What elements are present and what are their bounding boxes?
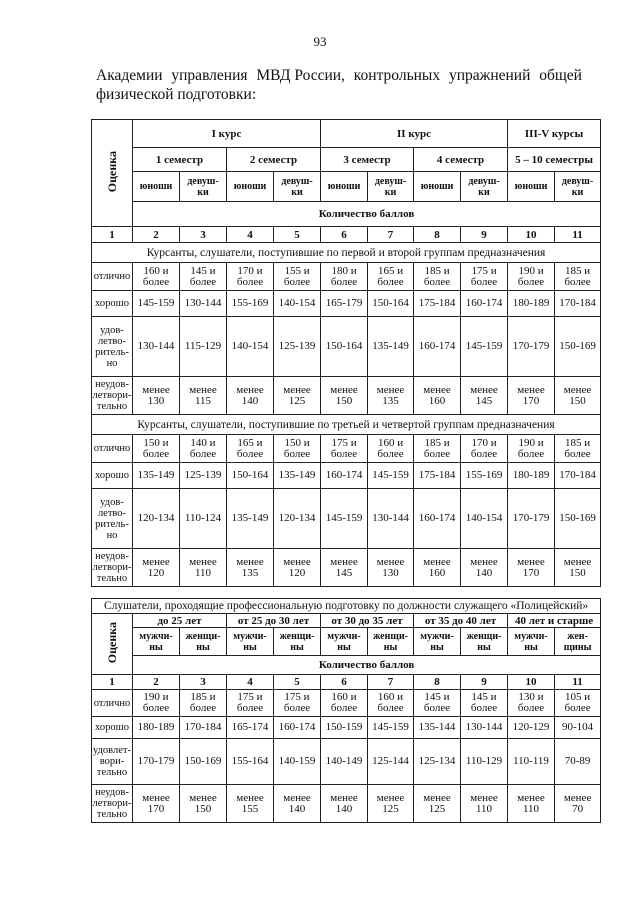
points-cell: менее 160	[414, 377, 461, 415]
gender-header: девуш- ки	[555, 172, 601, 202]
age-group-header: от 30 до 35 лет	[321, 614, 414, 628]
points-cell: 185 и более	[414, 263, 461, 291]
points-cell: 145-159	[368, 463, 414, 489]
points-cell: менее 130	[133, 377, 180, 415]
points-header: Количество баллов	[133, 202, 601, 227]
points-cell: менее 115	[180, 377, 227, 415]
points-cell: менее 110	[180, 549, 227, 587]
points-cell: 140-149	[321, 739, 368, 785]
grade-label: неудов- летвори- тельно	[92, 377, 133, 415]
column-number-row	[92, 675, 601, 690]
points-cell: 185 и более	[180, 690, 227, 717]
points-cell: 170-184	[555, 463, 601, 489]
gender-header: женщи- ны	[461, 628, 508, 656]
points-cell: менее 145	[321, 549, 368, 587]
points-cell: 155-169	[227, 291, 274, 317]
points-cell: 160-174	[414, 317, 461, 377]
points-cell: 130-144	[461, 717, 508, 739]
column-number: 4	[227, 227, 274, 243]
points-cell: 140-154	[461, 489, 508, 549]
points-cell: 150-159	[321, 717, 368, 739]
points-cell: 165 и более	[227, 435, 274, 463]
column-number: 7	[368, 227, 414, 243]
gender-header: мужчи- ны	[227, 628, 274, 656]
age-group-header-row	[92, 614, 601, 628]
points-cell: 130 и более	[508, 690, 555, 717]
points-cell: менее 170	[133, 785, 180, 823]
grade-column-header-text: Оценка	[105, 621, 119, 664]
points-cell: 135-144	[414, 717, 461, 739]
grade-label: отлично	[92, 690, 133, 717]
grade-label: неудов- летвори- тельно	[92, 549, 133, 587]
gender-header: мужчи- ны	[133, 628, 180, 656]
column-number: 6	[321, 675, 368, 690]
points-cell: 160 и более	[368, 435, 414, 463]
points-cell: 140-154	[227, 317, 274, 377]
points-cell: 185 и более	[414, 435, 461, 463]
points-cell: 120-134	[274, 489, 321, 549]
points-cell: 150-169	[555, 317, 601, 377]
age-group-header: 40 лет и старше	[508, 614, 601, 628]
column-number: 7	[368, 675, 414, 690]
points-cell: менее 170	[508, 549, 555, 587]
points-cell: менее 120	[274, 549, 321, 587]
points-cell: 125-144	[368, 739, 414, 785]
points-cell: 150 и более	[274, 435, 321, 463]
points-cell: 120-134	[133, 489, 180, 549]
points-cell: менее 145	[461, 377, 508, 415]
points-cell: 130-144	[133, 317, 180, 377]
gender-header: юноши	[414, 172, 461, 202]
section-title-row	[92, 243, 601, 263]
points-cell: 160-174	[461, 291, 508, 317]
heading-word: управления	[171, 67, 248, 84]
points-cell: 140 и более	[180, 435, 227, 463]
grade-row	[92, 377, 601, 415]
points-cell: 160-174	[274, 717, 321, 739]
points-cell: 170-179	[133, 739, 180, 785]
gender-header: юноши	[508, 172, 555, 202]
grade-row	[92, 489, 601, 549]
gender-header: мужчи- ны	[414, 628, 461, 656]
points-cell: 135-149	[368, 317, 414, 377]
points-cell: 70-89	[555, 739, 601, 785]
semester-header: 5 – 10 семестры	[508, 148, 601, 172]
points-cell: 150-164	[368, 291, 414, 317]
grade-row	[92, 739, 601, 785]
gender-header: девуш- ки	[461, 172, 508, 202]
points-cell: 180-189	[508, 291, 555, 317]
points-cell: 125-134	[414, 739, 461, 785]
column-number: 11	[555, 227, 601, 243]
points-header-row	[92, 656, 601, 675]
points-cell: 175 и более	[274, 690, 321, 717]
age-group-header: до 25 лет	[133, 614, 227, 628]
points-cell: 155-164	[227, 739, 274, 785]
points-cell: менее 140	[227, 377, 274, 415]
points-cell: 150-164	[227, 463, 274, 489]
age-group-header: от 35 до 40 лет	[414, 614, 508, 628]
grade-row	[92, 435, 601, 463]
column-number: 3	[180, 675, 227, 690]
gender-header: юноши	[133, 172, 180, 202]
section-title: Курсанты, слушатели, поступившие по третьей и четвертой группам предназначения	[92, 415, 601, 435]
grade-row	[92, 717, 601, 739]
page-number: 93	[313, 34, 327, 49]
column-number: 11	[555, 675, 601, 690]
points-cell: 140-159	[274, 739, 321, 785]
points-cell: 125-139	[274, 317, 321, 377]
heading-word: контрольных	[353, 67, 441, 84]
points-cell: менее 150	[555, 549, 601, 587]
grade-row	[92, 291, 601, 317]
points-cell: 185 и более	[555, 435, 601, 463]
points-cell: менее 135	[368, 377, 414, 415]
column-number: 6	[321, 227, 368, 243]
course-header-row	[92, 120, 601, 148]
course-header: I курс	[133, 120, 321, 148]
points-cell: 150-169	[180, 739, 227, 785]
age-group-header: от 25 до 30 лет	[227, 614, 321, 628]
points-cell: менее 150	[180, 785, 227, 823]
column-number: 1	[92, 227, 133, 243]
points-cell: 110-124	[180, 489, 227, 549]
column-number: 8	[414, 227, 461, 243]
points-cell: менее 150	[555, 377, 601, 415]
points-cell: 170-179	[508, 317, 555, 377]
points-cell: 145-159	[368, 717, 414, 739]
grade-column-header-text: Оценка	[105, 150, 119, 193]
table-title-row	[92, 599, 601, 614]
points-cell: 175 и более	[461, 263, 508, 291]
points-cell: 180-189	[133, 717, 180, 739]
points-cell: 155-169	[461, 463, 508, 489]
heading-word: МВД России,	[256, 67, 345, 84]
column-number: 9	[461, 675, 508, 690]
column-number: 2	[133, 675, 180, 690]
points-cell: 160 и более	[133, 263, 180, 291]
column-number: 5	[274, 675, 321, 690]
points-cell: 190 и более	[508, 263, 555, 291]
points-cell: 160 и более	[368, 690, 414, 717]
heading-line-2: физической подготовки:	[96, 86, 257, 103]
points-cell: 135-149	[227, 489, 274, 549]
grade-row	[92, 785, 601, 823]
column-number: 1	[92, 675, 133, 690]
grade-label: отлично	[92, 435, 133, 463]
points-cell: 170-179	[508, 489, 555, 549]
points-cell: 115-129	[180, 317, 227, 377]
points-cell: менее 130	[368, 549, 414, 587]
points-cell: менее 160	[414, 549, 461, 587]
grade-label: хорошо	[92, 463, 133, 489]
grade-label: удов- летво- ритель- но	[92, 489, 133, 549]
points-cell: 185 и более	[555, 263, 601, 291]
gender-header: женщи- ны	[274, 628, 321, 656]
grade-row	[92, 317, 601, 377]
column-number: 4	[227, 675, 274, 690]
points-cell: 160-174	[321, 463, 368, 489]
grade-label: удов- летво- ритель- но	[92, 317, 133, 377]
points-cell: 170-184	[555, 291, 601, 317]
points-cell: менее 170	[508, 377, 555, 415]
heading-word: упражнений	[448, 67, 531, 84]
heading-word: Академии	[96, 67, 163, 84]
points-cell: 110-129	[461, 739, 508, 785]
points-cell: менее 110	[461, 785, 508, 823]
gender-header: женщи- ны	[368, 628, 414, 656]
points-header-row	[92, 202, 601, 227]
points-cell: 160 и более	[321, 690, 368, 717]
points-cell: 135-149	[274, 463, 321, 489]
section-title-row	[92, 415, 601, 435]
points-cell: 150-169	[555, 489, 601, 549]
points-cell: менее 70	[555, 785, 601, 823]
points-cell: 180 и более	[321, 263, 368, 291]
points-cell: менее 150	[321, 377, 368, 415]
points-cell: менее 125	[274, 377, 321, 415]
points-cell: 160-174	[414, 489, 461, 549]
points-cell: 150 и более	[133, 435, 180, 463]
semester-header: 3 семестр	[321, 148, 414, 172]
points-cell: 165 и более	[368, 263, 414, 291]
table-title: Слушатели, проходящие профессиональную подготовку по должности служащего «Полицейский»	[92, 599, 601, 614]
column-number: 9	[461, 227, 508, 243]
points-cell: 145-159	[461, 317, 508, 377]
points-cell: 175-184	[414, 463, 461, 489]
gender-header: девуш- ки	[180, 172, 227, 202]
points-cell: 170-184	[180, 717, 227, 739]
semester-header-row	[92, 148, 601, 172]
points-cell: 145-159	[321, 489, 368, 549]
semester-header: 1 семестр	[133, 148, 227, 172]
grade-column-header	[92, 614, 133, 675]
grades-table-police-trainees	[91, 598, 601, 823]
column-number-row	[92, 227, 601, 243]
gender-header: юноши	[321, 172, 368, 202]
points-cell: 110-119	[508, 739, 555, 785]
column-number: 10	[508, 675, 555, 690]
points-cell: 145 и более	[414, 690, 461, 717]
points-cell: менее 140	[321, 785, 368, 823]
points-cell: менее 120	[133, 549, 180, 587]
grade-label: отлично	[92, 263, 133, 291]
gender-header: девуш- ки	[274, 172, 321, 202]
points-cell: 150-164	[321, 317, 368, 377]
column-number: 10	[508, 227, 555, 243]
points-cell: 190 и более	[133, 690, 180, 717]
points-cell: 170 и более	[461, 435, 508, 463]
points-cell: 140-154	[274, 291, 321, 317]
points-cell: менее 155	[227, 785, 274, 823]
points-cell: 190 и более	[508, 435, 555, 463]
points-cell: 180-189	[508, 463, 555, 489]
points-cell: 175-184	[414, 291, 461, 317]
column-number: 2	[133, 227, 180, 243]
points-cell: менее 140	[461, 549, 508, 587]
column-number: 5	[274, 227, 321, 243]
points-cell: 125-139	[180, 463, 227, 489]
gender-header: мужчи- ны	[508, 628, 555, 656]
column-number: 8	[414, 675, 461, 690]
course-header: III-V курсы	[508, 120, 601, 148]
heading-word: общей	[539, 67, 582, 84]
points-cell: менее 110	[508, 785, 555, 823]
points-cell: 130-144	[368, 489, 414, 549]
grade-label: неудов- летвори- тельно	[92, 785, 133, 823]
grade-label: хорошо	[92, 717, 133, 739]
heading	[96, 66, 582, 104]
points-cell: 155 и более	[274, 263, 321, 291]
points-cell: менее 125	[368, 785, 414, 823]
points-cell: 90-104	[555, 717, 601, 739]
course-header: II курс	[321, 120, 508, 148]
section-title: Курсанты, слушатели, поступившие по первой и второй группам предназначения	[92, 243, 601, 263]
column-number: 3	[180, 227, 227, 243]
gender-header: мужчи- ны	[321, 628, 368, 656]
points-cell: 145 и более	[180, 263, 227, 291]
grade-row	[92, 549, 601, 587]
points-cell: менее 135	[227, 549, 274, 587]
grade-row	[92, 263, 601, 291]
gender-header: женщи- ны	[180, 628, 227, 656]
grade-row	[92, 690, 601, 717]
gender-header-row	[92, 172, 601, 202]
semester-header: 2 семестр	[227, 148, 321, 172]
grade-label: удовлет- вори- тельно	[92, 739, 133, 785]
points-cell: 170 и более	[227, 263, 274, 291]
points-cell: 120-129	[508, 717, 555, 739]
points-cell: 130-144	[180, 291, 227, 317]
points-cell: 175 и более	[227, 690, 274, 717]
grade-column-header	[92, 120, 133, 227]
points-cell: 165-174	[227, 717, 274, 739]
points-cell: 105 и более	[555, 690, 601, 717]
points-cell: 135-149	[133, 463, 180, 489]
gender-header: жен- щины	[555, 628, 601, 656]
grade-row	[92, 463, 601, 489]
points-cell: 175 и более	[321, 435, 368, 463]
points-header: Количество баллов	[133, 656, 601, 675]
points-cell: 145 и более	[461, 690, 508, 717]
gender-header: девуш- ки	[368, 172, 414, 202]
points-cell: 145-159	[133, 291, 180, 317]
points-cell: менее 125	[414, 785, 461, 823]
semester-header: 4 семестр	[414, 148, 508, 172]
gender-header-row	[92, 628, 601, 656]
points-cell: 165-179	[321, 291, 368, 317]
grades-table-cadets	[91, 119, 601, 587]
grade-label: хорошо	[92, 291, 133, 317]
points-cell: менее 140	[274, 785, 321, 823]
gender-header: юноши	[227, 172, 274, 202]
heading-line-1	[96, 66, 582, 85]
